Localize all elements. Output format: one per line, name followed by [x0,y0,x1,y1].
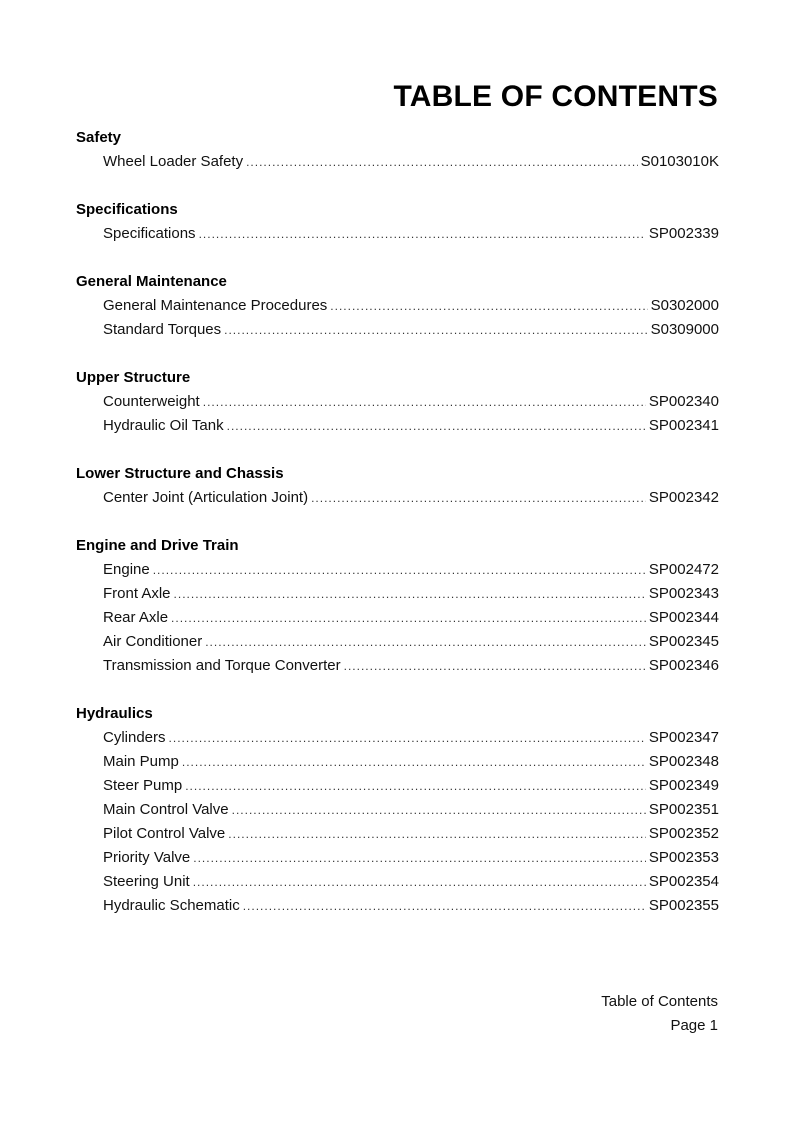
section-heading: Lower Structure and Chassis [76,465,284,482]
dot-leader [311,486,646,510]
dot-leader [185,774,646,798]
page-title: TABLE OF CONTENTS [393,80,718,113]
entry-code: SP002472 [648,561,719,578]
entry-title: Steering Unit [103,873,190,890]
toc-entry[interactable] [76,654,719,678]
toc-section [76,198,719,246]
entry-code: SP002353 [648,849,719,866]
entry-title: Front Axle [103,585,171,602]
toc-entry[interactable] [76,726,719,750]
toc-section [76,366,719,438]
toc-section [76,462,719,510]
entry-title: Main Pump [103,753,179,770]
toc-entry[interactable] [76,150,719,174]
entry-code: SP002345 [648,633,719,650]
entry-title: Air Conditioner [103,633,203,650]
entry-title: Center Joint (Articulation Joint) [103,489,309,506]
dot-leader [344,654,646,678]
entry-code: SP002352 [648,825,719,842]
toc-entry[interactable] [76,606,719,630]
table-of-contents [76,126,719,942]
footer-page-number: Page 1 [670,1017,718,1034]
entry-code: SP002351 [648,801,719,818]
entry-title: Priority Valve [103,849,191,866]
toc-entry[interactable] [76,870,719,894]
dot-leader [330,294,647,318]
entry-code: SP002342 [648,489,719,506]
dot-leader [246,150,638,174]
entry-title: Rear Axle [103,609,169,626]
dot-leader [153,558,646,582]
dot-leader [228,822,646,846]
dot-leader [193,870,646,894]
toc-entry[interactable] [76,294,719,318]
dot-leader [243,894,646,918]
entry-code: SP002339 [648,225,719,242]
entry-code: SP002348 [648,753,719,770]
section-heading: Specifications [76,201,178,218]
entry-title: Hydraulic Schematic [103,897,240,914]
entry-title: Pilot Control Valve [103,825,226,842]
toc-section [76,270,719,342]
entry-title: Transmission and Torque Converter [103,657,341,674]
entry-code: S0103010K [640,153,719,170]
toc-entry[interactable] [76,750,719,774]
section-heading: Safety [76,129,122,146]
toc-entry[interactable] [76,414,719,438]
dot-leader [224,318,647,342]
entry-code: SP002343 [648,585,719,602]
entry-title: Steer Pump [103,777,183,794]
entry-code: S0309000 [650,321,719,338]
entry-code: S0302000 [650,297,719,314]
entry-title: Cylinders [103,729,166,746]
section-heading: Upper Structure [76,369,191,386]
toc-entry[interactable] [76,558,719,582]
entry-title: Counterweight [103,393,200,410]
toc-section [76,126,719,174]
dot-leader [227,414,646,438]
entry-title: Specifications [103,225,196,242]
toc-entry[interactable] [76,630,719,654]
toc-entry[interactable] [76,318,719,342]
toc-section [76,534,719,678]
toc-entry[interactable] [76,486,719,510]
entry-title: General Maintenance Procedures [103,297,328,314]
entry-code: SP002341 [648,417,719,434]
entry-title: Standard Torques [103,321,222,338]
section-heading: Hydraulics [76,705,153,722]
entry-code: SP002344 [648,609,719,626]
entry-code: SP002349 [648,777,719,794]
dot-leader [182,750,646,774]
entry-title: Engine [103,561,150,578]
entry-code: SP002346 [648,657,719,674]
dot-leader [171,606,646,630]
toc-entry[interactable] [76,390,719,414]
toc-entry[interactable] [76,222,719,246]
toc-entry[interactable] [76,846,719,870]
toc-entry[interactable] [76,582,719,606]
section-heading: General Maintenance [76,273,227,290]
toc-entry[interactable] [76,822,719,846]
dot-leader [232,798,646,822]
dot-leader [169,726,646,750]
entry-code: SP002355 [648,897,719,914]
dot-leader [205,630,646,654]
dot-leader [193,846,646,870]
dot-leader [203,390,646,414]
footer-section-label: Table of Contents [601,993,718,1010]
entry-title: Hydraulic Oil Tank [103,417,224,434]
toc-section [76,702,719,918]
entry-code: SP002340 [648,393,719,410]
page-footer [601,990,718,1038]
entry-title: Wheel Loader Safety [103,153,244,170]
dot-leader [199,222,646,246]
section-heading: Engine and Drive Train [76,537,239,554]
toc-entry[interactable] [76,774,719,798]
entry-title: Main Control Valve [103,801,229,818]
entry-code: SP002354 [648,873,719,890]
toc-entry[interactable] [76,798,719,822]
dot-leader [174,582,646,606]
toc-entry[interactable] [76,894,719,918]
entry-code: SP002347 [648,729,719,746]
